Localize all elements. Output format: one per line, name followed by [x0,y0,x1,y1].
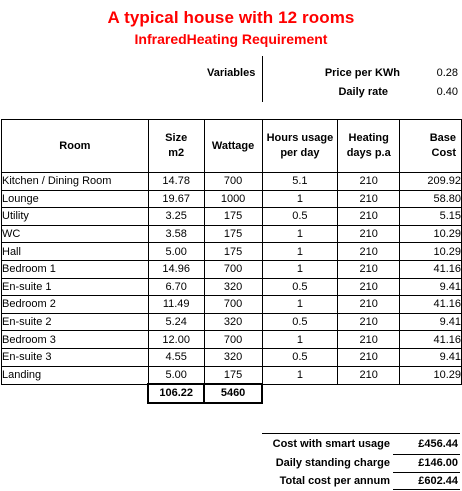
cell-size: 3.58 [148,225,204,243]
cell-wattage: 175 [204,243,262,261]
total-wattage: 5460 [204,384,262,403]
table-row [2,208,462,226]
table-row [2,225,462,243]
cell-days: 210 [338,296,400,314]
table-row [2,243,462,261]
cell-cost: 41.16 [400,260,462,278]
variables-divider [262,56,263,102]
cell-wattage: 700 [204,260,262,278]
smart-usage-value: £456.44 [418,438,458,450]
cell-wattage: 700 [204,296,262,314]
cell-room: Hall [2,243,149,261]
cell-hours: 1 [262,243,338,261]
price-per-kwh-value: 0.28 [436,67,458,79]
cell-wattage: 175 [204,225,262,243]
cell-cost: 9.41 [400,278,462,296]
cell-size: 12.00 [148,331,204,349]
totals-spacer [2,384,149,403]
cell-hours: 1 [262,260,338,278]
price-per-kwh-label: Price per KWh [324,67,400,79]
cell-size: 3.25 [148,208,204,226]
cell-size: 14.78 [148,173,204,191]
header-wattage: Wattage [204,120,262,173]
cell-hours: 5.1 [262,173,338,191]
table-header-row [2,120,462,173]
cell-wattage: 700 [204,173,262,191]
page-subtitle: InfraredHeating Requirement [134,31,328,47]
cell-size: 14.96 [148,260,204,278]
cell-days: 210 [338,225,400,243]
header-room: Room [2,120,149,173]
table-row [2,348,462,366]
cell-cost: 209.92 [400,173,462,191]
totals-row [2,384,462,403]
cell-days: 210 [338,366,400,384]
cell-wattage: 175 [204,208,262,226]
cell-room: Bedroom 3 [2,331,149,349]
header-base-cost: Base Cost [400,120,462,173]
header-size: Size m2 [148,120,204,173]
cell-cost: 10.29 [400,366,462,384]
page-title: A typical house with 12 rooms [107,8,355,27]
cell-hours: 1 [262,296,338,314]
cell-size: 11.49 [148,296,204,314]
cell-days: 210 [338,313,400,331]
header-heating-days: Heating days p.a [338,120,400,173]
cell-size: 5.00 [148,366,204,384]
cell-hours: 0.5 [262,313,338,331]
cell-cost: 5.15 [400,208,462,226]
cell-days: 210 [338,190,400,208]
cell-days: 210 [338,348,400,366]
cell-cost: 9.41 [400,313,462,331]
cell-room: Kitchen / Dining Room [2,173,149,191]
cell-days: 210 [338,331,400,349]
cell-room: En-suite 2 [2,313,149,331]
summary-top-rule [262,433,460,434]
total-cost-rule [393,489,460,490]
cell-room: WC [2,225,149,243]
cell-cost: 9.41 [400,348,462,366]
cell-cost: 41.16 [400,296,462,314]
cell-hours: 0.5 [262,348,338,366]
cell-cost: 10.29 [400,243,462,261]
heating-table [1,119,462,404]
cell-cost: 10.29 [400,225,462,243]
variables-label: Variables [207,67,256,79]
cell-days: 210 [338,208,400,226]
table-row [2,296,462,314]
cell-size: 6.70 [148,278,204,296]
cell-wattage: 700 [204,331,262,349]
total-size: 106.22 [148,384,204,403]
table-row [2,313,462,331]
cell-days: 210 [338,260,400,278]
cell-hours: 1 [262,225,338,243]
standing-charge-rule [393,472,460,473]
smart-usage-rule [393,454,460,455]
table-row [2,331,462,349]
smart-usage-label: Cost with smart usage [272,438,390,450]
cell-hours: 0.5 [262,208,338,226]
cell-wattage: 320 [204,313,262,331]
cell-days: 210 [338,173,400,191]
cell-room: Utility [2,208,149,226]
cell-size: 4.55 [148,348,204,366]
cell-room: Landing [2,366,149,384]
cell-hours: 0.5 [262,278,338,296]
cell-room: Bedroom 1 [2,260,149,278]
cell-hours: 1 [262,366,338,384]
cell-cost: 41.16 [400,331,462,349]
table-row [2,173,462,191]
cell-hours: 1 [262,331,338,349]
cell-days: 210 [338,278,400,296]
table-row [2,260,462,278]
totals-spacer [338,384,400,403]
cell-days: 210 [338,243,400,261]
table-row [2,278,462,296]
totals-spacer [400,384,462,403]
header-hours: Hours usage per day [262,120,338,173]
cell-size: 19.67 [148,190,204,208]
table-row [2,190,462,208]
cell-hours: 1 [262,190,338,208]
cell-cost: 58.80 [400,190,462,208]
totals-spacer [262,384,338,403]
daily-rate-label: Daily rate [338,86,388,98]
cell-size: 5.00 [148,243,204,261]
standing-charge-label: Daily standing charge [275,457,390,469]
cell-size: 5.24 [148,313,204,331]
cell-room: Lounge [2,190,149,208]
cell-wattage: 175 [204,366,262,384]
cell-wattage: 320 [204,348,262,366]
cell-room: En-suite 1 [2,278,149,296]
cell-wattage: 320 [204,278,262,296]
total-cost-label: Total cost per annum [279,475,390,487]
total-cost-value: £602.44 [418,475,458,487]
cell-room: En-suite 3 [2,348,149,366]
cell-wattage: 1000 [204,190,262,208]
table-row [2,366,462,384]
cell-room: Bedroom 2 [2,296,149,314]
daily-rate-value: 0.40 [436,86,458,98]
standing-charge-value: £146.00 [418,457,458,469]
